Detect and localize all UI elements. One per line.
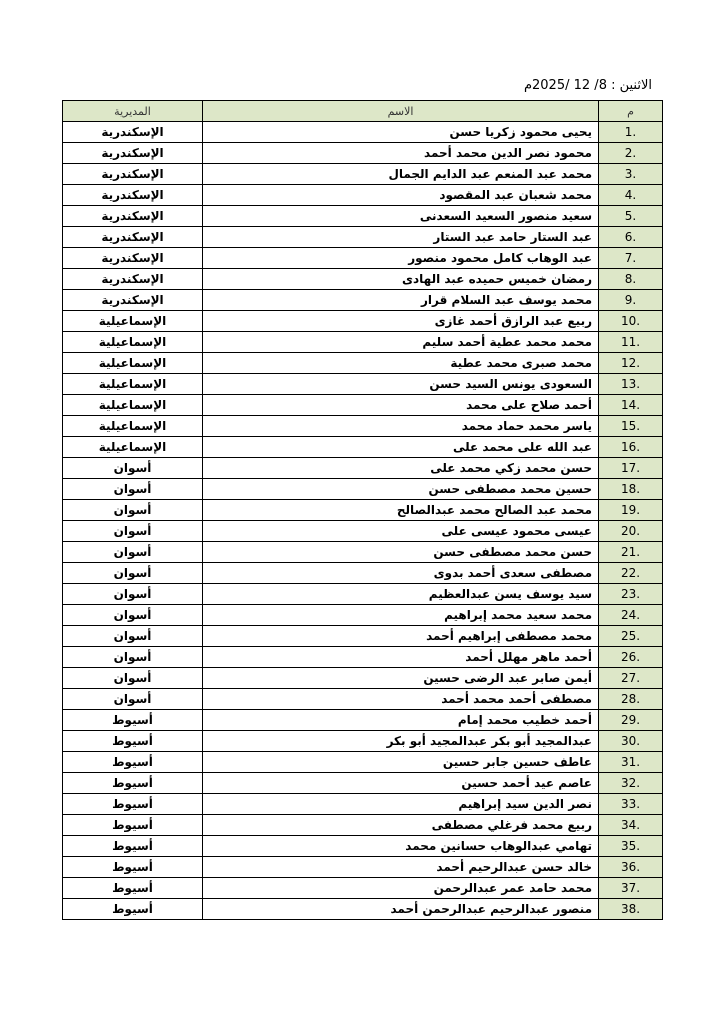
- row-directorate: أسيوط: [63, 899, 203, 920]
- row-number: .37: [599, 878, 663, 899]
- table-row: [63, 794, 663, 815]
- row-directorate: الإسماعيلية: [63, 374, 203, 395]
- row-number: .16: [599, 437, 663, 458]
- row-number: .6: [599, 227, 663, 248]
- row-name: مصطفى أحمد محمد أحمد: [203, 689, 599, 710]
- table-row: [63, 815, 663, 836]
- row-directorate: الإسكندرية: [63, 290, 203, 311]
- row-name: محمد يوسف عبد السلام قرار: [203, 290, 599, 311]
- row-name: تهامي عبدالوهاب حسانين محمد: [203, 836, 599, 857]
- table-row: [63, 584, 663, 605]
- table-row: [63, 773, 663, 794]
- row-directorate: الإسكندرية: [63, 269, 203, 290]
- row-directorate: أسيوط: [63, 773, 203, 794]
- row-number: .21: [599, 542, 663, 563]
- row-name: محمد عبد المنعم عبد الدايم الجمال: [203, 164, 599, 185]
- table-row: [63, 290, 663, 311]
- row-directorate: الإسماعيلية: [63, 332, 203, 353]
- row-number: .11: [599, 332, 663, 353]
- row-number: .10: [599, 311, 663, 332]
- row-name: أحمد خطيب محمد إمام: [203, 710, 599, 731]
- row-name: حسن محمد زكي محمد على: [203, 458, 599, 479]
- row-number: .28: [599, 689, 663, 710]
- row-directorate: أسيوط: [63, 752, 203, 773]
- table-row: [63, 500, 663, 521]
- row-number: .17: [599, 458, 663, 479]
- row-number: .20: [599, 521, 663, 542]
- row-number: .35: [599, 836, 663, 857]
- row-name: عاصم عيد أحمد حسين: [203, 773, 599, 794]
- header-name: الاسم: [203, 101, 599, 122]
- header-num: م: [599, 101, 663, 122]
- row-directorate: أسوان: [63, 605, 203, 626]
- row-name: عبدالمجيد أبو بكر عبدالمجيد أبو بكر: [203, 731, 599, 752]
- row-name: محمد صبرى محمد عطية: [203, 353, 599, 374]
- row-directorate: أسوان: [63, 500, 203, 521]
- row-directorate: أسوان: [63, 479, 203, 500]
- row-number: .22: [599, 563, 663, 584]
- row-name: محمد محمد عطية أحمد سليم: [203, 332, 599, 353]
- table-row: [63, 563, 663, 584]
- row-name: خالد حسن عبدالرحيم أحمد: [203, 857, 599, 878]
- row-number: .15: [599, 416, 663, 437]
- row-number: .30: [599, 731, 663, 752]
- row-name: أحمد ماهر مهلل أحمد: [203, 647, 599, 668]
- row-number: .12: [599, 353, 663, 374]
- row-directorate: الإسكندرية: [63, 122, 203, 143]
- table-row: [63, 269, 663, 290]
- table-header-row: [63, 101, 663, 122]
- row-number: .19: [599, 500, 663, 521]
- row-name: منصور عبدالرحيم عبدالرحمن أحمد: [203, 899, 599, 920]
- row-name: السعودى يونس السيد حسن: [203, 374, 599, 395]
- date-line: الاثنين : 8/ 12 /2025م: [523, 78, 652, 93]
- row-name: ربيع محمد فرغلي مصطفى: [203, 815, 599, 836]
- row-name: عيسى محمود عيسى على: [203, 521, 599, 542]
- table-row: [63, 311, 663, 332]
- row-number: .4: [599, 185, 663, 206]
- row-name: حسن محمد مصطفى حسن: [203, 542, 599, 563]
- table-row: [63, 836, 663, 857]
- row-number: .29: [599, 710, 663, 731]
- row-name: عبد الوهاب كامل محمود منصور: [203, 248, 599, 269]
- table-row: [63, 899, 663, 920]
- row-number: .2: [599, 143, 663, 164]
- row-name: رمضان خميس حميده عبد الهادى: [203, 269, 599, 290]
- row-name: محمد سعيد محمد إبراهيم: [203, 605, 599, 626]
- row-directorate: أسوان: [63, 563, 203, 584]
- row-number: .24: [599, 605, 663, 626]
- row-directorate: الإسكندرية: [63, 164, 203, 185]
- row-directorate: أسيوط: [63, 836, 203, 857]
- table-row: [63, 689, 663, 710]
- row-directorate: أسيوط: [63, 878, 203, 899]
- row-number: .23: [599, 584, 663, 605]
- table-row: [63, 185, 663, 206]
- table-body: [63, 122, 663, 920]
- row-number: .33: [599, 794, 663, 815]
- row-directorate: الإسكندرية: [63, 227, 203, 248]
- row-directorate: أسيوط: [63, 794, 203, 815]
- row-directorate: أسوان: [63, 668, 203, 689]
- table-row: [63, 206, 663, 227]
- row-directorate: أسوان: [63, 458, 203, 479]
- table-row: [63, 458, 663, 479]
- row-name: مصطفى سعدى أحمد بدوى: [203, 563, 599, 584]
- row-name: محمد حامد عمر عبدالرحمن: [203, 878, 599, 899]
- row-name: يحيى محمود زكريا حسن: [203, 122, 599, 143]
- row-name: نصر الدين سيد إبراهيم: [203, 794, 599, 815]
- row-number: .1: [599, 122, 663, 143]
- table-row: [63, 248, 663, 269]
- row-number: .27: [599, 668, 663, 689]
- row-directorate: أسوان: [63, 521, 203, 542]
- row-directorate: الإسماعيلية: [63, 437, 203, 458]
- table-row: [63, 353, 663, 374]
- names-table: [62, 100, 663, 920]
- row-name: حسين محمد مصطفى حسن: [203, 479, 599, 500]
- table-row: [63, 479, 663, 500]
- row-number: .13: [599, 374, 663, 395]
- table-row: [63, 626, 663, 647]
- table-row: [63, 416, 663, 437]
- row-directorate: أسيوط: [63, 857, 203, 878]
- row-name: أيمن صابر عبد الرضى حسين: [203, 668, 599, 689]
- table-row: [63, 332, 663, 353]
- row-name: أحمد صلاح على محمد: [203, 395, 599, 416]
- table-row: [63, 731, 663, 752]
- row-number: .34: [599, 815, 663, 836]
- table-row: [63, 437, 663, 458]
- table-row: [63, 395, 663, 416]
- row-number: .3: [599, 164, 663, 185]
- row-number: .31: [599, 752, 663, 773]
- row-directorate: الإسكندرية: [63, 143, 203, 164]
- row-number: .26: [599, 647, 663, 668]
- row-name: عبد الله على محمد على: [203, 437, 599, 458]
- table-row: [63, 710, 663, 731]
- table-row: [63, 668, 663, 689]
- row-directorate: أسوان: [63, 542, 203, 563]
- row-directorate: أسيوط: [63, 731, 203, 752]
- row-number: .14: [599, 395, 663, 416]
- row-directorate: الإسكندرية: [63, 185, 203, 206]
- row-number: .38: [599, 899, 663, 920]
- row-name: ياسر محمد حماد محمد: [203, 416, 599, 437]
- row-number: .8: [599, 269, 663, 290]
- row-name: محمد شعبان عبد المقصود: [203, 185, 599, 206]
- table-row: [63, 542, 663, 563]
- row-number: .5: [599, 206, 663, 227]
- table-row: [63, 227, 663, 248]
- row-name: محمد مصطفى إبراهيم أحمد: [203, 626, 599, 647]
- table-row: [63, 374, 663, 395]
- row-directorate: أسوان: [63, 626, 203, 647]
- row-name: عاطف حسين جابر حسين: [203, 752, 599, 773]
- row-directorate: الإسكندرية: [63, 248, 203, 269]
- row-number: .18: [599, 479, 663, 500]
- row-directorate: أسوان: [63, 689, 203, 710]
- table-row: [63, 605, 663, 626]
- row-directorate: أسوان: [63, 647, 203, 668]
- table-row: [63, 143, 663, 164]
- row-name: ربيع عبد الرازق أحمد غازى: [203, 311, 599, 332]
- table-row: [63, 878, 663, 899]
- row-directorate: أسيوط: [63, 710, 203, 731]
- row-directorate: الإسماعيلية: [63, 395, 203, 416]
- table-row: [63, 122, 663, 143]
- row-number: .36: [599, 857, 663, 878]
- row-directorate: أسيوط: [63, 815, 203, 836]
- table-row: [63, 857, 663, 878]
- row-directorate: الإسماعيلية: [63, 353, 203, 374]
- row-number: .25: [599, 626, 663, 647]
- row-directorate: الإسماعيلية: [63, 311, 203, 332]
- row-name: محمد عبد الصالح محمد عبدالصالح: [203, 500, 599, 521]
- table-row: [63, 164, 663, 185]
- table-row: [63, 521, 663, 542]
- table-row: [63, 752, 663, 773]
- row-number: .7: [599, 248, 663, 269]
- header-directorate: المديرية: [63, 101, 203, 122]
- row-name: سعيد منصور السعيد السعدنى: [203, 206, 599, 227]
- row-name: محمود نصر الدين محمد أحمد: [203, 143, 599, 164]
- row-directorate: الإسكندرية: [63, 206, 203, 227]
- row-number: .9: [599, 290, 663, 311]
- row-directorate: الإسماعيلية: [63, 416, 203, 437]
- table-row: [63, 647, 663, 668]
- row-number: .32: [599, 773, 663, 794]
- row-directorate: أسوان: [63, 584, 203, 605]
- row-name: عبد الستار حامد عبد الستار: [203, 227, 599, 248]
- row-name: سيد يوسف يسن عبدالعظيم: [203, 584, 599, 605]
